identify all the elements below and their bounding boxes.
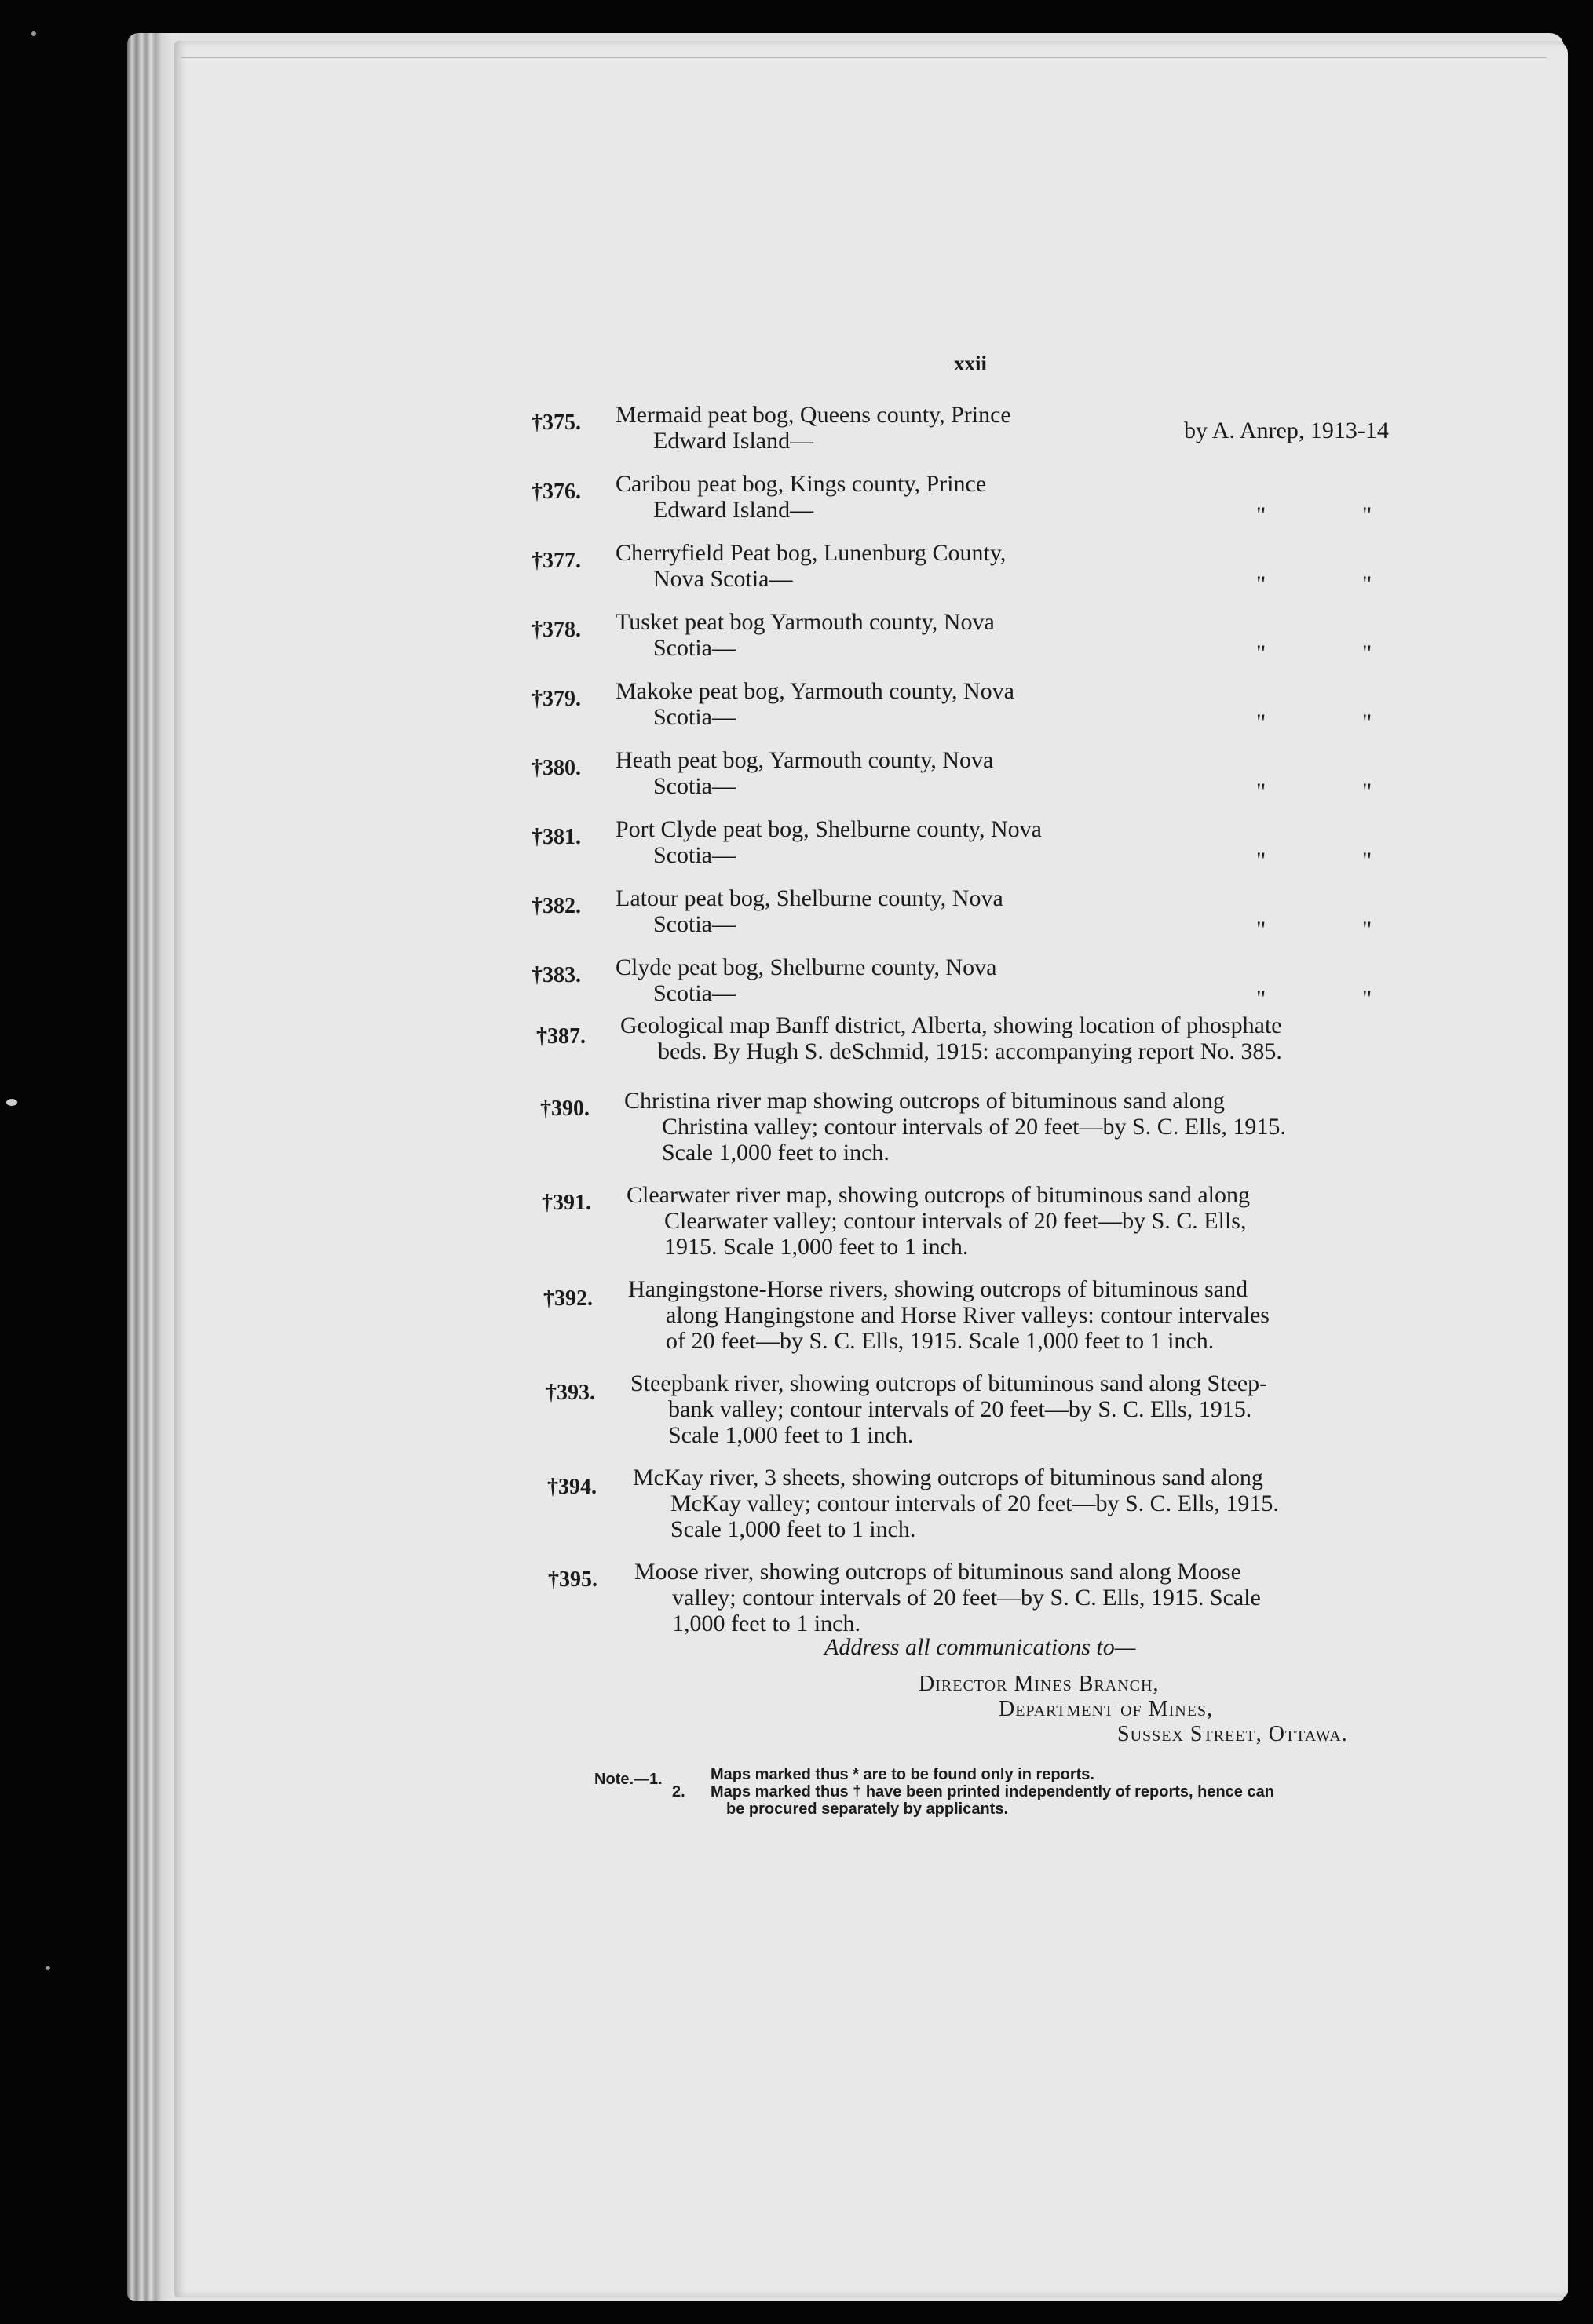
entry-line: Mermaid peat bog, Queens county, Prince: [616, 402, 1011, 428]
entry-line: Scotia—: [653, 980, 736, 1006]
entry-number: †379.: [532, 687, 581, 711]
entry-line: bank valley; contour intervals of 20 feet—by S. C. Ells, 1915.: [668, 1396, 1252, 1422]
ditto-mark: ": [1362, 502, 1372, 528]
entry-title: [633, 1465, 1454, 1542]
ditto-mark: ": [1256, 917, 1266, 943]
entry-line: Latour peat bog, Shelburne county, Nova: [616, 885, 1003, 911]
entry-number: †392.: [543, 1286, 593, 1311]
entry-line: Hangingstone-Horse rivers, showing outcrops of bituminous sand: [628, 1276, 1248, 1302]
entry-number: †377.: [532, 549, 581, 573]
ditto-mark: ": [1362, 917, 1372, 943]
entry-line: Makoke peat bog, Yarmouth county, Nova: [616, 678, 1014, 704]
entry-line: Scale 1,000 feet to 1 inch.: [670, 1516, 916, 1542]
entry-title: [616, 402, 1165, 454]
ditto-mark: ": [1362, 848, 1372, 874]
entry-line: McKay valley; contour intervals of 20 feet—by S. C. Ells, 1915.: [670, 1490, 1279, 1516]
entry-line: Clyde peat bog, Shelburne county, Nova: [616, 954, 997, 980]
scanned-page: [174, 41, 1568, 2297]
entry-number: †380.: [532, 756, 581, 780]
entry-line: Scale 1,000 feet to inch.: [662, 1140, 890, 1166]
entry-line: Caribou peat bog, Kings county, Prince: [616, 471, 987, 497]
ditto-mark: ": [1256, 571, 1266, 597]
entry-line: Steepbank river, showing outcrops of bituminous sand along Steep-: [630, 1370, 1268, 1396]
ditto-mark: ": [1256, 710, 1266, 735]
entry-number: †375.: [532, 410, 581, 435]
entry-line: Scotia—: [653, 704, 736, 730]
entry-line: Scotia—: [653, 842, 736, 868]
entry-number: †390.: [540, 1096, 590, 1121]
note-label: Note.—1.: [594, 1771, 663, 1788]
entry-title: [624, 1088, 1445, 1166]
entry-line: Nova Scotia—: [653, 566, 793, 592]
entry-title: [627, 1182, 1448, 1260]
ditto-mark: ": [1362, 571, 1372, 597]
ditto-mark: ": [1362, 710, 1372, 735]
entry-number: †387.: [536, 1024, 586, 1049]
entry-line: along Hangingstone and Horse River valleys: contour intervales: [666, 1302, 1270, 1328]
entry-title: [616, 609, 1165, 661]
entry-line: of 20 feet—by S. C. Ells, 1915. Scale 1,000 feet to 1 inch.: [666, 1328, 1215, 1354]
entry-title: [616, 471, 1165, 523]
entry-line: Christina valley; contour intervals of 20 feet—by S. C. Ells, 1915.: [662, 1114, 1286, 1140]
entry-line: Scotia—: [653, 635, 736, 661]
entry-number: †376.: [532, 480, 581, 504]
entry-title: [616, 816, 1165, 868]
entry-line: Port Clyde peat bog, Shelburne county, Nova: [616, 816, 1042, 842]
entry-title: [620, 1012, 1441, 1064]
entry-line: 1915. Scale 1,000 feet to 1 inch.: [664, 1234, 969, 1260]
ditto-mark: ": [1362, 779, 1372, 804]
entry-title: [628, 1276, 1449, 1354]
top-rule: [181, 57, 1547, 58]
note-label-2: 2.: [672, 1783, 685, 1800]
address-intro: Address all communications to—: [824, 1634, 1136, 1660]
entry-line: Clearwater river map, showing outcrops of bituminous sand along: [627, 1182, 1251, 1208]
entry-line: Christina river map showing outcrops of bituminous sand along: [624, 1088, 1225, 1114]
entry-line: Heath peat bog, Yarmouth county, Nova: [616, 747, 994, 773]
entry-line: Clearwater valley; contour intervals of 20 feet—by S. C. Ells,: [664, 1208, 1247, 1234]
entry-title: [616, 747, 1165, 799]
note-item-1: Maps marked thus * are to be found only in reports.: [711, 1766, 1094, 1783]
note-item-2-continued: be procured separately by applicants.: [726, 1800, 1009, 1818]
entry-credit: by A. Anrep, 1913-14: [1184, 418, 1389, 443]
entry-line: valley; contour intervals of 20 feet—by S. C. Ells, 1915. Scale: [672, 1585, 1261, 1611]
entry-number: †382.: [532, 894, 581, 918]
entry-number: †391.: [542, 1191, 591, 1215]
entry-line: Cherryfield Peat bog, Lunenburg County,: [616, 540, 1007, 566]
ditto-mark: ": [1256, 502, 1266, 528]
entry-line: McKay river, 3 sheets, showing outcrops of bituminous sand along: [633, 1465, 1263, 1490]
entry-line: Moose river, showing outcrops of bituminous sand along Moose: [634, 1559, 1241, 1585]
ditto-mark: ": [1256, 779, 1266, 804]
entry-line: Scotia—: [653, 911, 736, 937]
entry-title: [616, 885, 1165, 937]
entry-title: [634, 1559, 1456, 1636]
entry-number: †383.: [532, 963, 581, 987]
entry-number: †394.: [547, 1475, 597, 1499]
entry-line: Geological map Banff district, Alberta, showing location of phosphate: [620, 1012, 1282, 1038]
address-line-1: Director Mines Branch,: [919, 1672, 1160, 1696]
ditto-mark: ": [1256, 848, 1266, 874]
page-number: xxii: [954, 352, 988, 375]
entry-number: †395.: [548, 1567, 597, 1592]
ditto-mark: ": [1362, 640, 1372, 666]
entry-line: 1,000 feet to 1 inch.: [672, 1611, 860, 1636]
entry-line: beds. By Hugh S. deSchmid, 1915: accompanying report No. 385.: [658, 1038, 1282, 1064]
entry-title: [616, 540, 1165, 592]
entry-title: [616, 678, 1165, 730]
entry-number: †381.: [532, 825, 581, 849]
entry-title: [616, 954, 1165, 1006]
entry-title: [630, 1370, 1452, 1448]
entry-number: †393.: [546, 1381, 595, 1405]
ditto-mark: ": [1256, 640, 1266, 666]
ditto-mark: ": [1256, 986, 1266, 1012]
entry-line: Scale 1,000 feet to 1 inch.: [668, 1422, 914, 1448]
address-line-3: Sussex Street, Ottawa.: [1117, 1722, 1348, 1746]
entry-line: Tusket peat bog Yarmouth county, Nova: [616, 609, 995, 635]
note-item-2: Maps marked thus † have been printed independently of reports, hence can: [711, 1783, 1274, 1800]
entry-line: Edward Island—: [653, 497, 814, 523]
entry-line: Edward Island—: [653, 428, 814, 454]
entry-number: †378.: [532, 618, 581, 642]
ditto-mark: ": [1362, 986, 1372, 1012]
address-line-2: Department of Mines,: [999, 1697, 1214, 1721]
entry-line: Scotia—: [653, 773, 736, 799]
